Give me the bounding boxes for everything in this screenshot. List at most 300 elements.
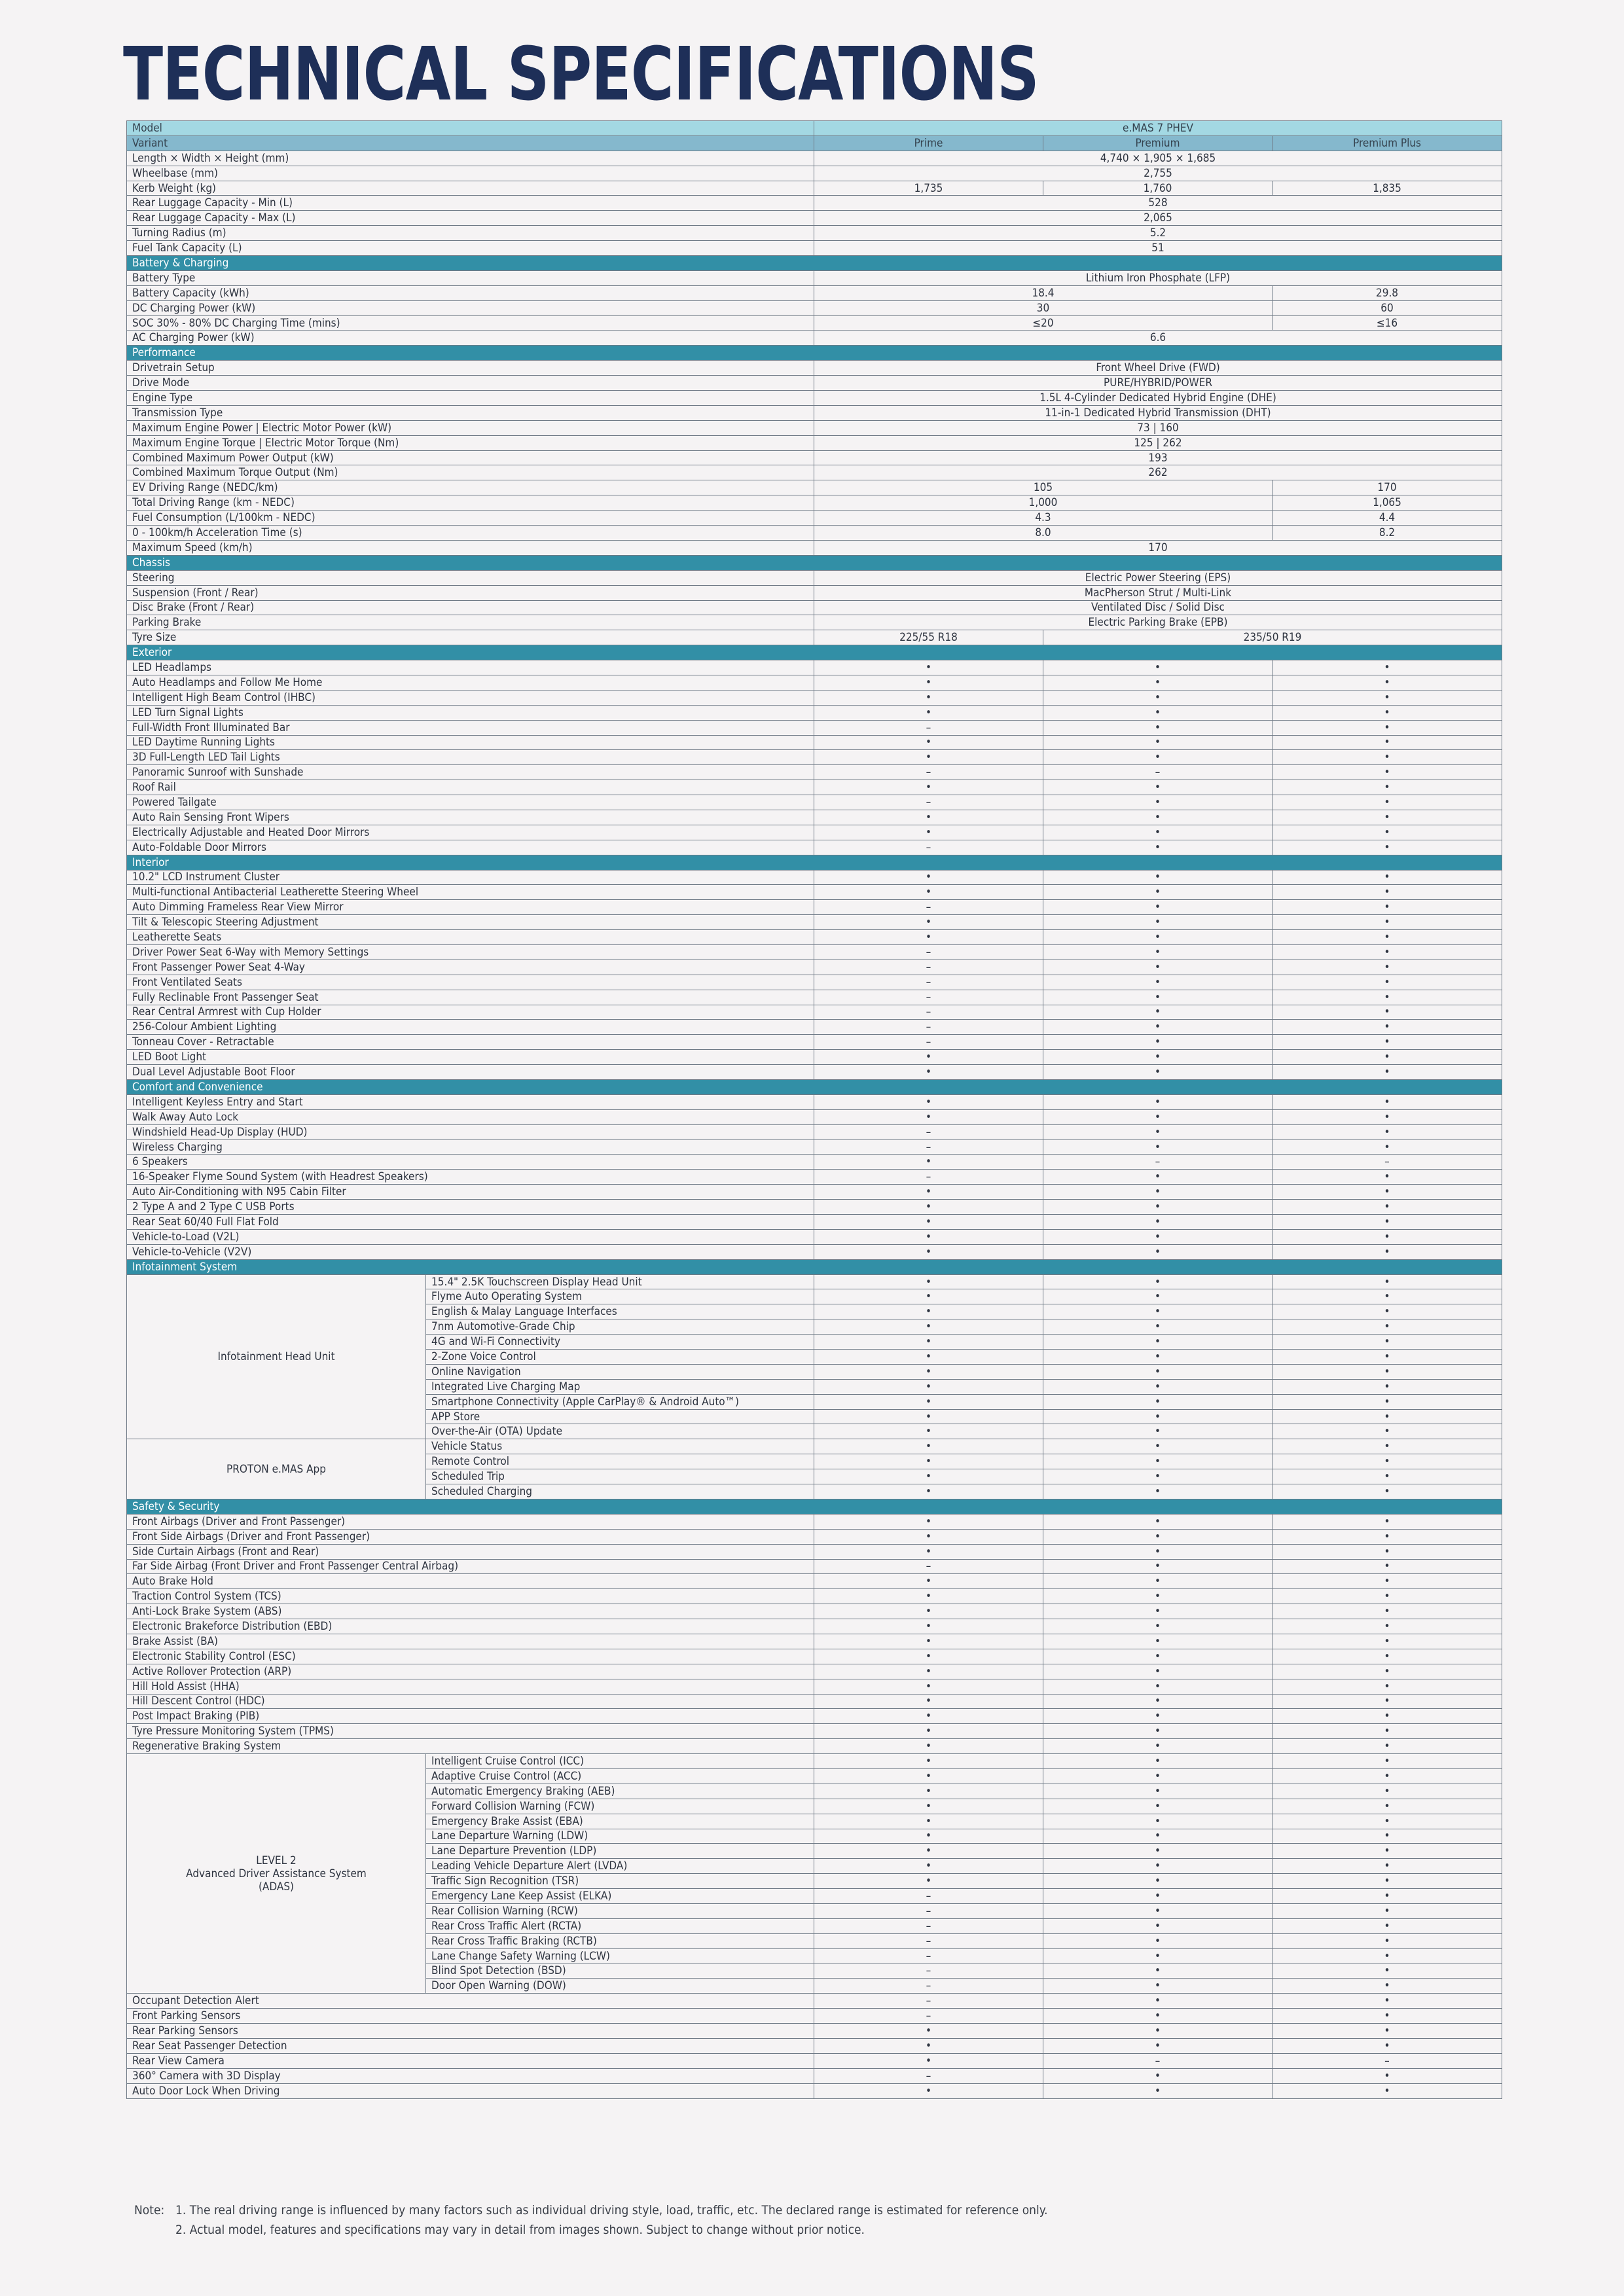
spec-value: • [814, 1679, 1043, 1694]
spec-value: 51 [814, 241, 1502, 256]
spec-value: • [814, 1799, 1043, 1814]
spec-value: • [1272, 1768, 1502, 1784]
spec-value: • [1272, 1994, 1502, 2009]
spec-table-body [127, 121, 1502, 2099]
spec-value: • [814, 825, 1043, 840]
spec-value: • [814, 705, 1043, 720]
spec-value: – [814, 1948, 1043, 1964]
spec-value: • [1043, 1424, 1272, 1439]
spec-value: – [814, 795, 1043, 810]
spec-value: • [1043, 1304, 1272, 1319]
spec-value: • [814, 2083, 1043, 2098]
spec-value: • [814, 1724, 1043, 1739]
spec-value: • [814, 1739, 1043, 1754]
spec-row [127, 270, 1502, 285]
spec-label: Leading Vehicle Departure Alert (LVDA) [426, 1859, 814, 1874]
spec-value: • [1272, 1005, 1502, 1020]
spec-value: • [1272, 1709, 1502, 1724]
section-header [127, 256, 1502, 271]
spec-label: 6 Speakers [127, 1155, 814, 1170]
spec-value: – [814, 1020, 1043, 1035]
spec-label: 4G and Wi-Fi Connectivity [426, 1335, 814, 1350]
spec-label: Parking Brake [127, 615, 814, 630]
spec-value: – [814, 2009, 1043, 2024]
spec-row [127, 1229, 1502, 1244]
spec-value: • [1272, 1065, 1502, 1080]
spec-value: • [1043, 1664, 1272, 1679]
spec-label: LED Daytime Running Lights [127, 735, 814, 750]
spec-value: • [1043, 1634, 1272, 1649]
spec-row [127, 1634, 1502, 1649]
spec-value: • [814, 1649, 1043, 1664]
spec-value: – [814, 2068, 1043, 2083]
spec-value: • [1043, 735, 1272, 750]
spec-row [127, 2083, 1502, 2098]
spec-label: Auto Rain Sensing Front Wipers [127, 810, 814, 825]
spec-value: • [1043, 1529, 1272, 1544]
spec-label: Auto-Foldable Door Mirrors [127, 840, 814, 855]
spec-label: Auto Air-Conditioning with N95 Cabin Filter [127, 1185, 814, 1200]
spec-value: • [1272, 1335, 1502, 1350]
spec-value: – [1043, 1155, 1272, 1170]
spec-label: Intelligent High Beam Control (IHBC) [127, 690, 814, 705]
spec-label: Wireless Charging [127, 1139, 814, 1155]
spec-row [127, 1724, 1502, 1739]
spec-value: • [814, 750, 1043, 765]
spec-value: • [1043, 1814, 1272, 1829]
spec-row [127, 2039, 1502, 2054]
spec-value: • [814, 1589, 1043, 1604]
spec-value: • [1272, 1229, 1502, 1244]
spec-value: – [814, 1035, 1043, 1050]
spec-value: • [1043, 705, 1272, 720]
spec-label: 2 Type A and 2 Type C USB Ports [127, 1200, 814, 1215]
spec-value: • [1043, 2009, 1272, 2024]
spec-value: • [1272, 1185, 1502, 1200]
spec-value: • [814, 1379, 1043, 1394]
spec-label: 0 - 100km/h Acceleration Time (s) [127, 526, 814, 541]
spec-value: • [814, 1394, 1043, 1409]
spec-value: • [1043, 1379, 1272, 1394]
spec-row [127, 511, 1502, 526]
spec-label: English & Malay Language Interfaces [426, 1304, 814, 1319]
spec-label: Fully Reclinable Front Passenger Seat [127, 990, 814, 1005]
spec-label: Traffic Sign Recognition (TSR) [426, 1874, 814, 1889]
spec-value: • [814, 1829, 1043, 1844]
spec-row [127, 810, 1502, 825]
spec-row [127, 1170, 1502, 1185]
spec-label: Rear Cross Traffic Alert (RCTA) [426, 1918, 814, 1933]
spec-value: – [1043, 2053, 1272, 2068]
variant-premium-plus: Premium Plus [1272, 135, 1502, 151]
spec-value: – [814, 765, 1043, 780]
spec-value: 225/55 R18 [814, 630, 1043, 645]
spec-value: • [1272, 1574, 1502, 1589]
spec-value: • [1272, 1889, 1502, 1904]
spec-value: • [1272, 915, 1502, 930]
spec-value: • [1272, 1170, 1502, 1185]
spec-value: • [1272, 1215, 1502, 1230]
spec-label: Tyre Pressure Monitoring System (TPMS) [127, 1724, 814, 1739]
spec-value: 8.0 [814, 526, 1272, 541]
spec-label: Occupant Detection Alert [127, 1994, 814, 2009]
spec-value: • [1043, 1979, 1272, 1994]
note-line [134, 2200, 1048, 2220]
spec-value: • [814, 1859, 1043, 1874]
spec-value: • [1043, 1589, 1272, 1604]
spec-value: • [1043, 1948, 1272, 1964]
spec-value: • [1043, 1350, 1272, 1365]
spec-value: • [814, 1335, 1043, 1350]
spec-label: Transmission Type [127, 405, 814, 420]
spec-value: • [1272, 870, 1502, 885]
spec-label: Front Airbags (Driver and Front Passenger) [127, 1514, 814, 1529]
spec-row [127, 615, 1502, 630]
spec-value: – [814, 1933, 1043, 1948]
spec-value: – [814, 1139, 1043, 1155]
spec-row [127, 960, 1502, 975]
spec-value: • [1272, 1784, 1502, 1799]
spec-value: PURE/HYBRID/POWER [814, 376, 1502, 391]
model-label: Model [127, 121, 814, 136]
spec-row [127, 1694, 1502, 1709]
spec-value: • [1272, 1948, 1502, 1964]
spec-value: • [1272, 810, 1502, 825]
spec-value: • [1043, 990, 1272, 1005]
spec-value: • [1272, 960, 1502, 975]
spec-value: • [1272, 1544, 1502, 1559]
spec-value: 4,740 × 1,905 × 1,685 [814, 151, 1502, 166]
spec-value: – [814, 900, 1043, 915]
section-title: Comfort and Convenience [127, 1080, 1502, 1095]
spec-value: • [814, 1844, 1043, 1859]
spec-value: 30 [814, 300, 1272, 315]
spec-row [127, 211, 1502, 226]
spec-value: • [1043, 1289, 1272, 1304]
spec-label: Lane Departure Warning (LDW) [426, 1829, 814, 1844]
spec-value: • [814, 1155, 1043, 1170]
spec-label: Total Driving Range (km - NEDC) [127, 495, 814, 511]
spec-value: Electric Power Steering (EPS) [814, 570, 1502, 585]
variant-prime: Prime [814, 135, 1043, 151]
spec-row [127, 1619, 1502, 1634]
section-title: Infotainment System [127, 1259, 1502, 1274]
spec-value: 60 [1272, 300, 1502, 315]
spec-label: Length × Width × Height (mm) [127, 151, 814, 166]
spec-value: 1,735 [814, 181, 1043, 196]
spec-label: Front Side Airbags (Driver and Front Passenger) [127, 1529, 814, 1544]
section-header [127, 645, 1502, 660]
section-title: Interior [127, 855, 1502, 870]
spec-row [127, 391, 1502, 406]
spec-row [127, 2068, 1502, 2083]
spec-label: Battery Type [127, 270, 814, 285]
spec-value: • [1043, 1619, 1272, 1634]
spec-row [127, 331, 1502, 346]
spec-value: • [1043, 2068, 1272, 2083]
spec-row [127, 480, 1502, 495]
spec-row [127, 1544, 1502, 1559]
spec-value: • [1272, 1274, 1502, 1289]
spec-value: • [1272, 930, 1502, 945]
spec-value: • [1272, 885, 1502, 900]
section-title: Battery & Charging [127, 256, 1502, 271]
spec-label: Suspension (Front / Rear) [127, 585, 814, 600]
spec-label: Electronic Stability Control (ESC) [127, 1649, 814, 1664]
spec-value: • [814, 1529, 1043, 1544]
spec-label: Leatherette Seats [127, 930, 814, 945]
spec-row [127, 1139, 1502, 1155]
spec-value: • [1272, 1424, 1502, 1439]
spec-label: Door Open Warning (DOW) [426, 1979, 814, 1994]
spec-value: • [1272, 1979, 1502, 1994]
spec-value: • [1043, 720, 1272, 735]
spec-value: • [1272, 1304, 1502, 1319]
spec-row [127, 1739, 1502, 1754]
spec-value: • [814, 1244, 1043, 1259]
spec-value: – [814, 1559, 1043, 1574]
spec-row [127, 780, 1502, 795]
spec-value: • [814, 1634, 1043, 1649]
spec-value: • [1043, 1709, 1272, 1724]
spec-row [127, 1529, 1502, 1544]
spec-value: – [814, 1903, 1043, 1918]
spec-value: • [1043, 870, 1272, 885]
spec-value: • [1272, 675, 1502, 690]
spec-label: Vehicle-to-Vehicle (V2V) [127, 1244, 814, 1259]
spec-value: 6.6 [814, 331, 1502, 346]
spec-value: • [1272, 2083, 1502, 2098]
spec-value: • [814, 2024, 1043, 2039]
note-label: Note: [134, 2203, 165, 2217]
spec-value: Lithium Iron Phosphate (LFP) [814, 270, 1502, 285]
spec-value: 170 [1272, 480, 1502, 495]
spec-label: Combined Maximum Power Output (kW) [127, 450, 814, 465]
spec-value: • [814, 870, 1043, 885]
spec-value: • [814, 1094, 1043, 1109]
spec-value: 170 [814, 540, 1502, 555]
spec-value: • [814, 810, 1043, 825]
spec-value: • [1272, 1619, 1502, 1634]
spec-row [127, 720, 1502, 735]
spec-value: • [1272, 690, 1502, 705]
spec-label: 10.2" LCD Instrument Cluster [127, 870, 814, 885]
spec-label: Auto Headlamps and Follow Me Home [127, 675, 814, 690]
spec-row [127, 495, 1502, 511]
spec-row [127, 1050, 1502, 1065]
spec-row [127, 990, 1502, 1005]
spec-label: Rear Seat 60/40 Full Flat Fold [127, 1215, 814, 1230]
spec-value: • [1043, 1394, 1272, 1409]
spec-value: 4.3 [814, 511, 1272, 526]
spec-value: – [814, 720, 1043, 735]
spec-label: Rear Luggage Capacity - Max (L) [127, 211, 814, 226]
spec-value: • [1272, 990, 1502, 1005]
spec-value: • [814, 930, 1043, 945]
section-header [127, 855, 1502, 870]
spec-value: • [1043, 1139, 1272, 1155]
spec-value: Electric Parking Brake (EPB) [814, 615, 1502, 630]
spec-value: • [1043, 1124, 1272, 1139]
spec-value: • [1043, 1679, 1272, 1694]
spec-label: Brake Assist (BA) [127, 1634, 814, 1649]
spec-value: • [1043, 2083, 1272, 2098]
spec-value: • [814, 660, 1043, 675]
spec-value: • [814, 1319, 1043, 1335]
spec-label: 3D Full-Length LED Tail Lights [127, 750, 814, 765]
spec-value: • [1043, 780, 1272, 795]
spec-label: Fuel Tank Capacity (L) [127, 241, 814, 256]
spec-label: Emergency Lane Keep Assist (ELKA) [426, 1889, 814, 1904]
spec-value: • [1043, 1005, 1272, 1020]
spec-value: • [1043, 1454, 1272, 1469]
spec-row [127, 690, 1502, 705]
spec-value: • [814, 735, 1043, 750]
spec-label: Walk Away Auto Lock [127, 1109, 814, 1124]
spec-value: • [1272, 1350, 1502, 1365]
spec-value: • [1043, 1065, 1272, 1080]
spec-label: Maximum Engine Power | Electric Motor Power (kW) [127, 420, 814, 435]
spec-value: • [1272, 1439, 1502, 1454]
spec-row [127, 1559, 1502, 1574]
spec-row [127, 944, 1502, 960]
spec-row [127, 765, 1502, 780]
spec-value: • [814, 1754, 1043, 1769]
spec-row [127, 1604, 1502, 1619]
spec-label: Over-the-Air (OTA) Update [426, 1424, 814, 1439]
spec-label: Rear Seat Passenger Detection [127, 2039, 814, 2054]
spec-value: • [1043, 1784, 1272, 1799]
spec-row [127, 2024, 1502, 2039]
spec-value: • [1272, 1874, 1502, 1889]
spec-value: • [814, 1784, 1043, 1799]
spec-value: 29.8 [1272, 285, 1502, 300]
spec-value: • [1272, 1364, 1502, 1379]
spec-value: 105 [814, 480, 1272, 495]
spec-label: EV Driving Range (NEDC/km) [127, 480, 814, 495]
spec-label: Auto Brake Hold [127, 1574, 814, 1589]
spec-value: • [1272, 735, 1502, 750]
spec-value: • [814, 2039, 1043, 2054]
spec-value: • [1272, 1799, 1502, 1814]
variant-premium: Premium [1043, 135, 1272, 151]
spec-row [127, 1155, 1502, 1170]
spec-label: Rear Luggage Capacity - Min (L) [127, 196, 814, 211]
spec-value: • [814, 1215, 1043, 1230]
spec-value: • [1272, 1918, 1502, 1933]
spec-label: Integrated Live Charging Map [426, 1379, 814, 1394]
spec-row [127, 1005, 1502, 1020]
spec-row [127, 1679, 1502, 1694]
spec-row [127, 1514, 1502, 1529]
spec-value: • [1043, 660, 1272, 675]
spec-value: • [814, 1604, 1043, 1619]
spec-label: Panoramic Sunroof with Sunshade [127, 765, 814, 780]
spec-label: Auto Dimming Frameless Rear View Mirror [127, 900, 814, 915]
spec-label: Engine Type [127, 391, 814, 406]
spec-label: Drivetrain Setup [127, 361, 814, 376]
spec-label: Smartphone Connectivity (Apple CarPlay® & Android Auto™) [426, 1394, 814, 1409]
spec-value: • [814, 1439, 1043, 1454]
spec-row [127, 226, 1502, 241]
spec-value: • [1272, 1903, 1502, 1918]
spec-label: Wheelbase (mm) [127, 166, 814, 181]
spec-value: 8.2 [1272, 526, 1502, 541]
spec-value: • [1272, 1649, 1502, 1664]
spec-value: ≤20 [814, 315, 1272, 331]
spec-row [127, 750, 1502, 765]
spec-value: – [814, 1170, 1043, 1185]
spec-value: • [1043, 1484, 1272, 1499]
spec-value: • [1272, 765, 1502, 780]
spec-label: Combined Maximum Torque Output (Nm) [127, 465, 814, 480]
spec-value: • [1272, 825, 1502, 840]
spec-value: • [1043, 2024, 1272, 2039]
spec-row [127, 570, 1502, 585]
spec-label: Traction Control System (TCS) [127, 1589, 814, 1604]
spec-row [127, 600, 1502, 615]
spec-label: Driver Power Seat 6-Way with Memory Settings [127, 944, 814, 960]
spec-value: • [1043, 750, 1272, 765]
spec-label: Fuel Consumption (L/100km - NEDC) [127, 511, 814, 526]
spec-value: • [1272, 1724, 1502, 1739]
spec-value: • [814, 1185, 1043, 1200]
section-title: Exterior [127, 645, 1502, 660]
spec-value: • [1043, 1559, 1272, 1574]
spec-label: Maximum Engine Torque | Electric Motor Torque (Nm) [127, 435, 814, 450]
spec-row [127, 405, 1502, 420]
spec-row [127, 450, 1502, 465]
spec-label: 7nm Automotive-Grade Chip [426, 1319, 814, 1335]
spec-table [126, 120, 1502, 2099]
spec-value: • [814, 1364, 1043, 1379]
spec-value: • [1272, 2039, 1502, 2054]
spec-row [127, 675, 1502, 690]
spec-row [127, 885, 1502, 900]
spec-row [127, 376, 1502, 391]
spec-value: – [814, 960, 1043, 975]
spec-value: • [1272, 720, 1502, 735]
spec-label: Emergency Brake Assist (EBA) [426, 1814, 814, 1829]
spec-value: • [1272, 1035, 1502, 1050]
spec-value: • [1043, 900, 1272, 915]
spec-value: • [1272, 1124, 1502, 1139]
spec-value: • [1043, 1364, 1272, 1379]
spec-value: – [814, 1964, 1043, 1979]
spec-value: • [1272, 1244, 1502, 1259]
spec-value: 193 [814, 450, 1502, 465]
spec-row [127, 1994, 1502, 2009]
spec-value: • [1272, 1109, 1502, 1124]
spec-value: • [1272, 840, 1502, 855]
spec-value: • [1043, 1439, 1272, 1454]
spec-value: • [1043, 1859, 1272, 1874]
spec-value: – [814, 1979, 1043, 1994]
spec-label: 2-Zone Voice Control [426, 1350, 814, 1365]
spec-row [127, 1589, 1502, 1604]
spec-value: • [1043, 1514, 1272, 1529]
spec-value: 1,835 [1272, 181, 1502, 196]
spec-label: LED Headlamps [127, 660, 814, 675]
spec-label: LED Turn Signal Lights [127, 705, 814, 720]
spec-value: 2,755 [814, 166, 1502, 181]
spec-label: SOC 30% - 80% DC Charging Time (mins) [127, 315, 814, 331]
spec-label: Online Navigation [426, 1364, 814, 1379]
spec-value: • [1043, 1335, 1272, 1350]
spec-value: • [1272, 1634, 1502, 1649]
spec-row [127, 1124, 1502, 1139]
spec-label: Tyre Size [127, 630, 814, 645]
